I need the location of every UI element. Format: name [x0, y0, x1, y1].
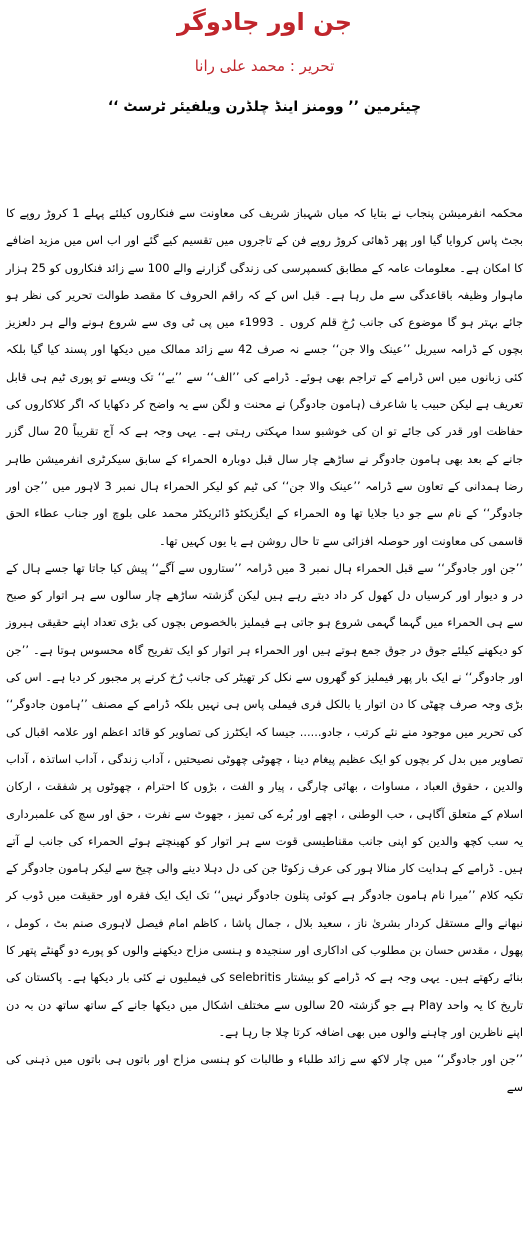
article-title: جن اور جادوگر [177, 8, 352, 36]
article-body [6, 200, 523, 1101]
article-paragraph-1: محکمہ انفرمیشن پنجاب نے بتایا کہ میاں شہباز شریف کی معاونت سے فنکاروں کیلئے پہلے 1 کروڑ روپے کا بجٹ پاس کروایا گیا اور پھر ڈھائی کروڑ روپے فن کے تاجروں میں تقسیم کیے گئے اور اب اس میں مزید اضافے کا امکان ہے۔ معلومات عامہ کے مطابق کسمپرسی کی زندگی گزارنے والے 100 سے زائد فنکاروں کو 25 ہزار ماہوار وظیفہ باقاعدگی سے مل رہا ہے۔ قبل اس کے کہ راقم الحروف کا مقصد طوالت تحریر کی نظر ہو جائے بہتر ہو گا موضوع کی جانب رُخِ قلم کروں ۔ 1993ء میں پی ٹی وی سے شروع ہونے والے ہر دلعزیز بچوں کے ڈرامہ سیریل ’’عینک والا جن‘‘ جسے نہ صرف 42 سے زائد ممالک میں دیکھا اور پسند کیا گیا بلکہ کئی زبانوں میں اس ڈرامے کے تراجم بھی ہوئے۔ ڈرامے کی ’’الف‘‘ سے ’’یے‘‘ تک ویسے تو پوری ٹیم ہی قابل تعریف ہے لیکن حبیب یا شاعرف (ہامون جادوگر) نے محنت و لگن سے یہ واضح کر دکھایا کہ اگر کلاکاروں کی حفاظت اور قدر کی جائے تو ان کی خوشبو سدا مہکتی رہتی ہے۔ یہی وجہ ہے کہ آج تقریباً 20 سال گزر جانے کے بعد بھی ہامون جادوگر نے ساڑھے چار سال قبل دوبارہ الحمراء کے سابق سیکرٹری انفرمیشن طاہر رضا ہمدانی کے تعاون سے ڈرامہ ’’عینک والا جن‘‘ کی ٹیم کو لیکر الحمراء ہال نمبر 3 لاہور میں ’’جن اور جادوگر‘‘ کے نام سے جو دیا جلایا تھا وہ الحمراء کے ایگزیکٹو ڈائریکٹر محمد علی بلوچ اور جناب عطاء الحق قاسمی کی معاونت اور حوصلہ افزائی سے تا حال روشن ہے یا یوں کہیں تھا۔ [6, 206, 524, 548]
article-paragraph-3: ’’جن اور جادوگر‘‘ میں چار لاکھ سے زائد طلباء و طالبات کو ہنسی مزاح اور باتوں ہی باتوں میں ذہنی کی سے [6, 1052, 523, 1094]
article-paragraph-2: ’’جن اور جادوگر‘‘ سے قبل الحمراء ہال نمبر 3 میں ڈرامہ ’’ستاروں سے آگے‘‘ پیش کیا جاتا تھا جسے ہال کے در و دیوار اور کرسیاں دل کھول کر داد دیتے رہے ہیں لیکن گزشتہ ساڑھے چار سالوں سے ہر اتوار کو صبح سے ہی الحمراء میں گہما گہمی شروع ہو جاتی ہے فیملیز بالخصوص بچوں کی بڑی تعداد اپنے حقیقی ہیروز کو دیکھنے کیلئے جوق در جوق جمع ہوتے ہیں اور الحمراء ہر اتوار کو ایک تفریح گاہ محسوس ہوتا ہے۔ ’’جن اور جادوگر‘‘ نے ایک بار پھر فیملیز کو گھروں سے نکل کر تھیٹر کی جانب رُخ کرنے پر مجبور کر دیا ہے۔ اس کی بڑی وجہ صرف چھٹی کا دن اتوار یا بالکل فری فیملی پاس ہی نہیں بلکہ ڈرامے کے مصنف ’’ہامون جادوگر‘‘ کی تحریر میں موجود منے نئے کرتب ، جادو...... جیسا کہ ایکٹرز کی تصاویر کو قائد اعظم اور علامہ اقبال کی تصاویر میں بدل کر بچوں کو ایک عظیم پیغام دینا ، چھوٹی چھوٹی نصیحتیں ، آداب زندگی ، آداب اساتذہ ، آداب والدین ، حقوق العباد ، مساوات ، بھائی چارگی ، پیار و الفت ، بڑوں کا احترام ، چھوٹوں پر شفقت ، ارکان اسلام کے متعلق آگاہی ، حب الوطنی ، اچھے اور بُرے کی تمیز ، جھوٹ سے نفرت ، حق اور سچ کی علمبرداری یہ سب کچھ والدین کو اپنی جانب مقناطیسی قوت سے ہر اتوار کو کھینچتے ہوئے الحمراء کی جانب لے آتے ہیں۔ ڈرامے کے ہدایت کار منالا ہور کی عرف زکوٹا جن کی دل دہلا دینے والی چیخ سے لیکر ہامون جادوگر کے تکیہ کلام ’’میرا نام ہامون جادوگر ہے کوئی پتلون جادوگر نہیں‘‘ تک ایک ایک فقرہ اور حقیقت میں ڈوب کر نبھانے والے مستقل کردار بشریٰ ناز ، سعید بلال ، جمال پاشا ، کاظم امام فیصل لاہوری صنم بٹ ، کومل ، پھول ، مقدس حسان بن مطلوب کی اداکاری اور سنجیدہ و ہنسی مزاح دیکھنے والوں کو پورے دو گھنٹے پتھر کا بنائے رکھتے ہیں۔ یہی وجہ ہے کہ ڈرامے کو بیشتار selebritis کی فیملیوں نے کئی بار دیکھا ہے۔ پاکستان کی تاریخ کا یہ واحد Play ہے جو گزشتہ 20 سالوں سے مختلف اشکال میں دیکھا جانے کے ساتھ ساتھ دن بہ دن اپنے ناظرین اور چاہنے والوں میں بھی اضافہ کرتا چلا جا رہا ہے۔ [6, 560, 524, 1039]
article-byline: تحریر : محمد علی رانا [194, 57, 335, 75]
author-organization: چیئرمین ’’ وومنز اینڈ چلڈرن ویلفیئر ٹرسٹ ‘‘ [107, 99, 422, 115]
